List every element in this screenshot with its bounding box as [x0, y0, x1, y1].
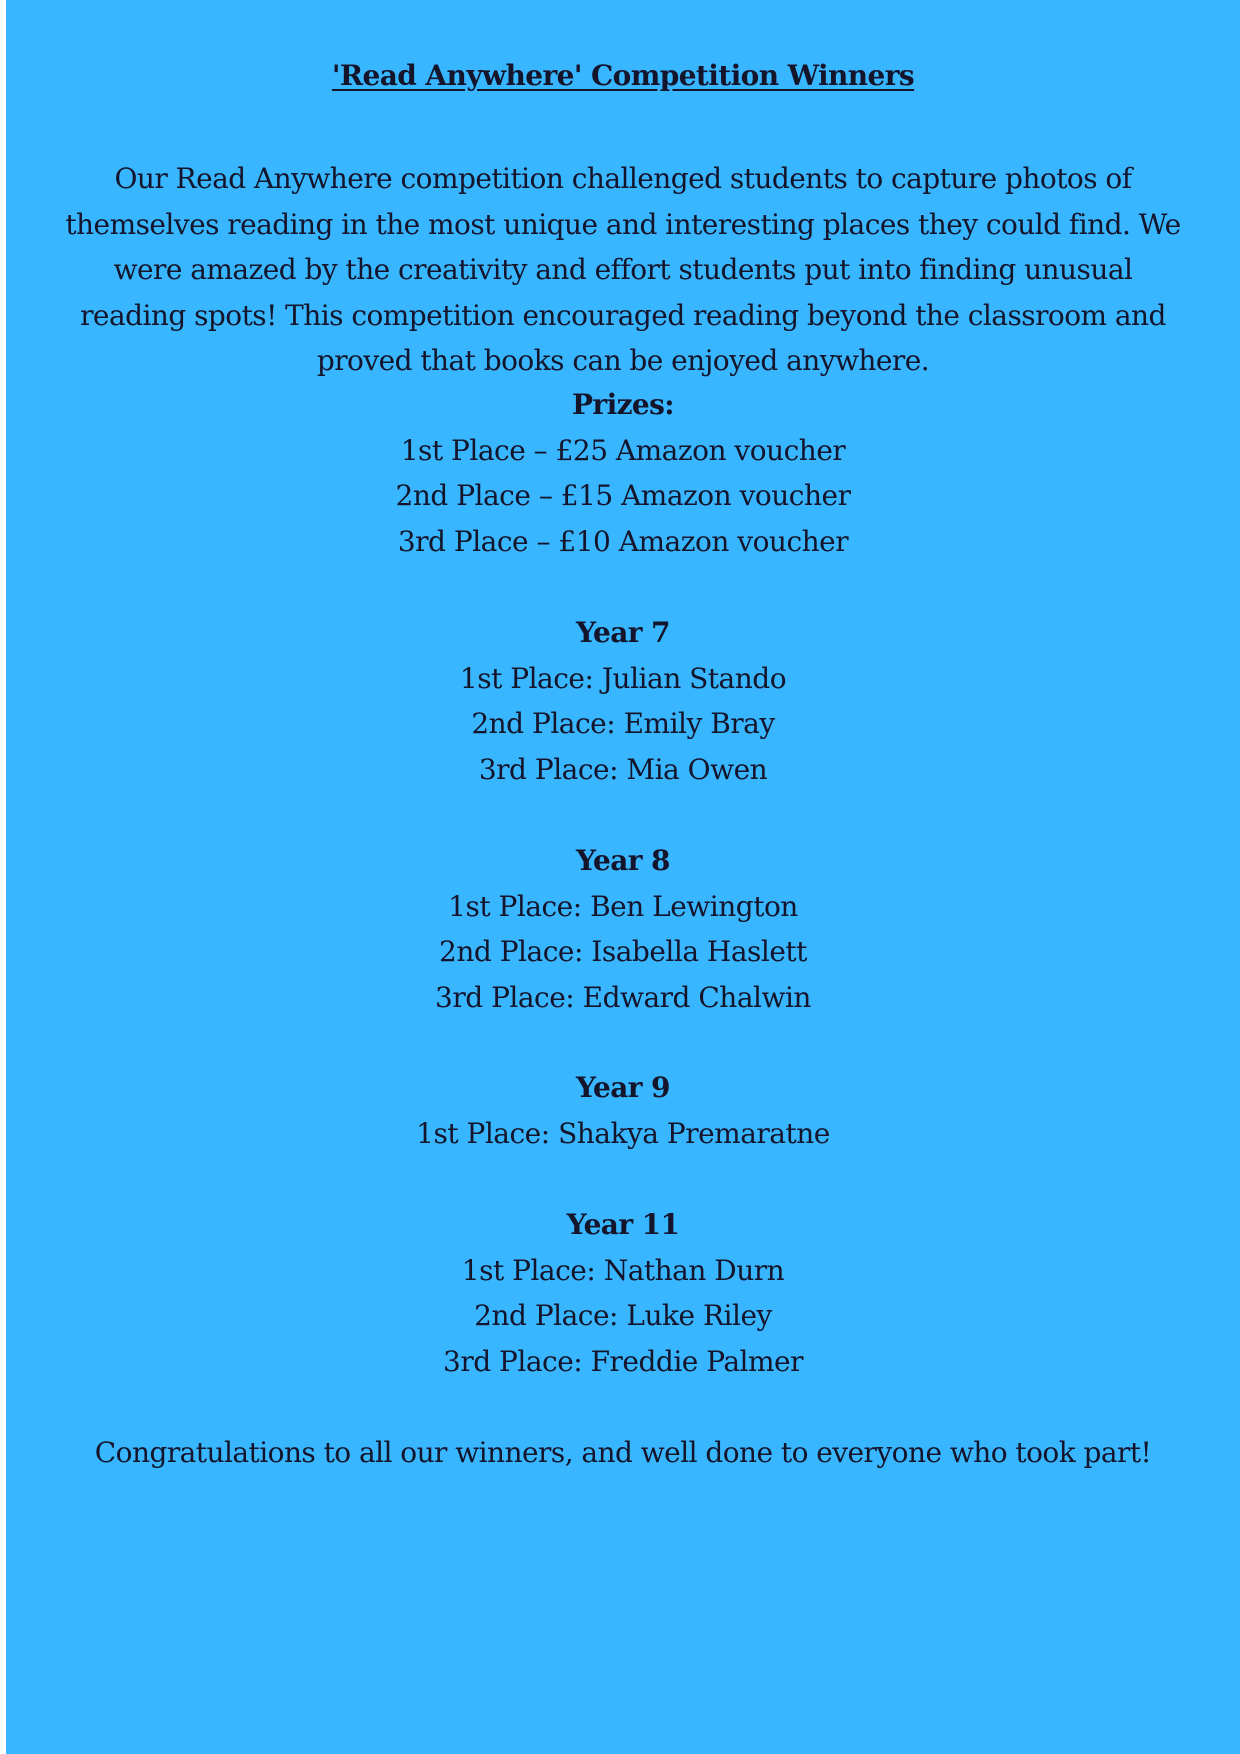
winner-item: 2nd Place: Luke Riley: [474, 1299, 772, 1332]
winner-item: 2nd Place: Emily Bray: [471, 707, 775, 740]
year-9-section: [6, 1065, 1240, 1156]
document-page: [6, 0, 1240, 1754]
year-heading: Year 11: [566, 1208, 680, 1241]
year-8-section: [6, 838, 1240, 1020]
intro-line: proved that books can be enjoyed anywhere.: [316, 344, 930, 377]
prize-item: 1st Place – £25 Amazon voucher: [400, 433, 846, 467]
winner-item: 2nd Place: Isabella Haslett: [439, 935, 807, 968]
year-heading: Year 8: [576, 844, 670, 877]
intro-paragraph: [6, 156, 1240, 384]
intro-line: were amazed by the creativity and effort students put into finding unusual: [113, 253, 1133, 286]
winner-item: 1st Place: Ben Lewington: [448, 889, 798, 923]
winner-item: 1st Place: Nathan Durn: [461, 1253, 785, 1287]
prize-item: 3rd Place – £10 Amazon voucher: [397, 524, 849, 558]
year-heading: Year 7: [576, 616, 670, 649]
intro-line: themselves reading in the most unique and interesting places they could find. We: [65, 207, 1181, 241]
year-11-section: [6, 1202, 1240, 1384]
winner-item: 1st Place: Shakya Premaratne: [416, 1116, 830, 1150]
closing-message: Congratulations to all our winners, and well done to everyone who took part!: [94, 1436, 1152, 1469]
page-title: 'Read Anywhere' Competition Winners: [331, 59, 915, 92]
winner-item: 3rd Place: Edward Chalwin: [435, 980, 811, 1014]
prizes-heading: Prizes:: [571, 388, 675, 421]
winner-item: 3rd Place: Freddie Palmer: [443, 1344, 803, 1378]
prize-item: 2nd Place – £15 Amazon voucher: [395, 479, 851, 512]
intro-line: reading spots! This competition encouraged reading beyond the classroom and: [80, 298, 1166, 332]
year-7-section: [6, 610, 1240, 792]
prizes-section: [6, 382, 1240, 564]
winner-item: 1st Place: Julian Stando: [459, 661, 787, 695]
intro-line: Our Read Anywhere competition challenged students to capture photos of: [114, 162, 1132, 195]
year-heading: Year 9: [576, 1071, 670, 1104]
winner-item: 3rd Place: Mia Owen: [478, 752, 768, 786]
